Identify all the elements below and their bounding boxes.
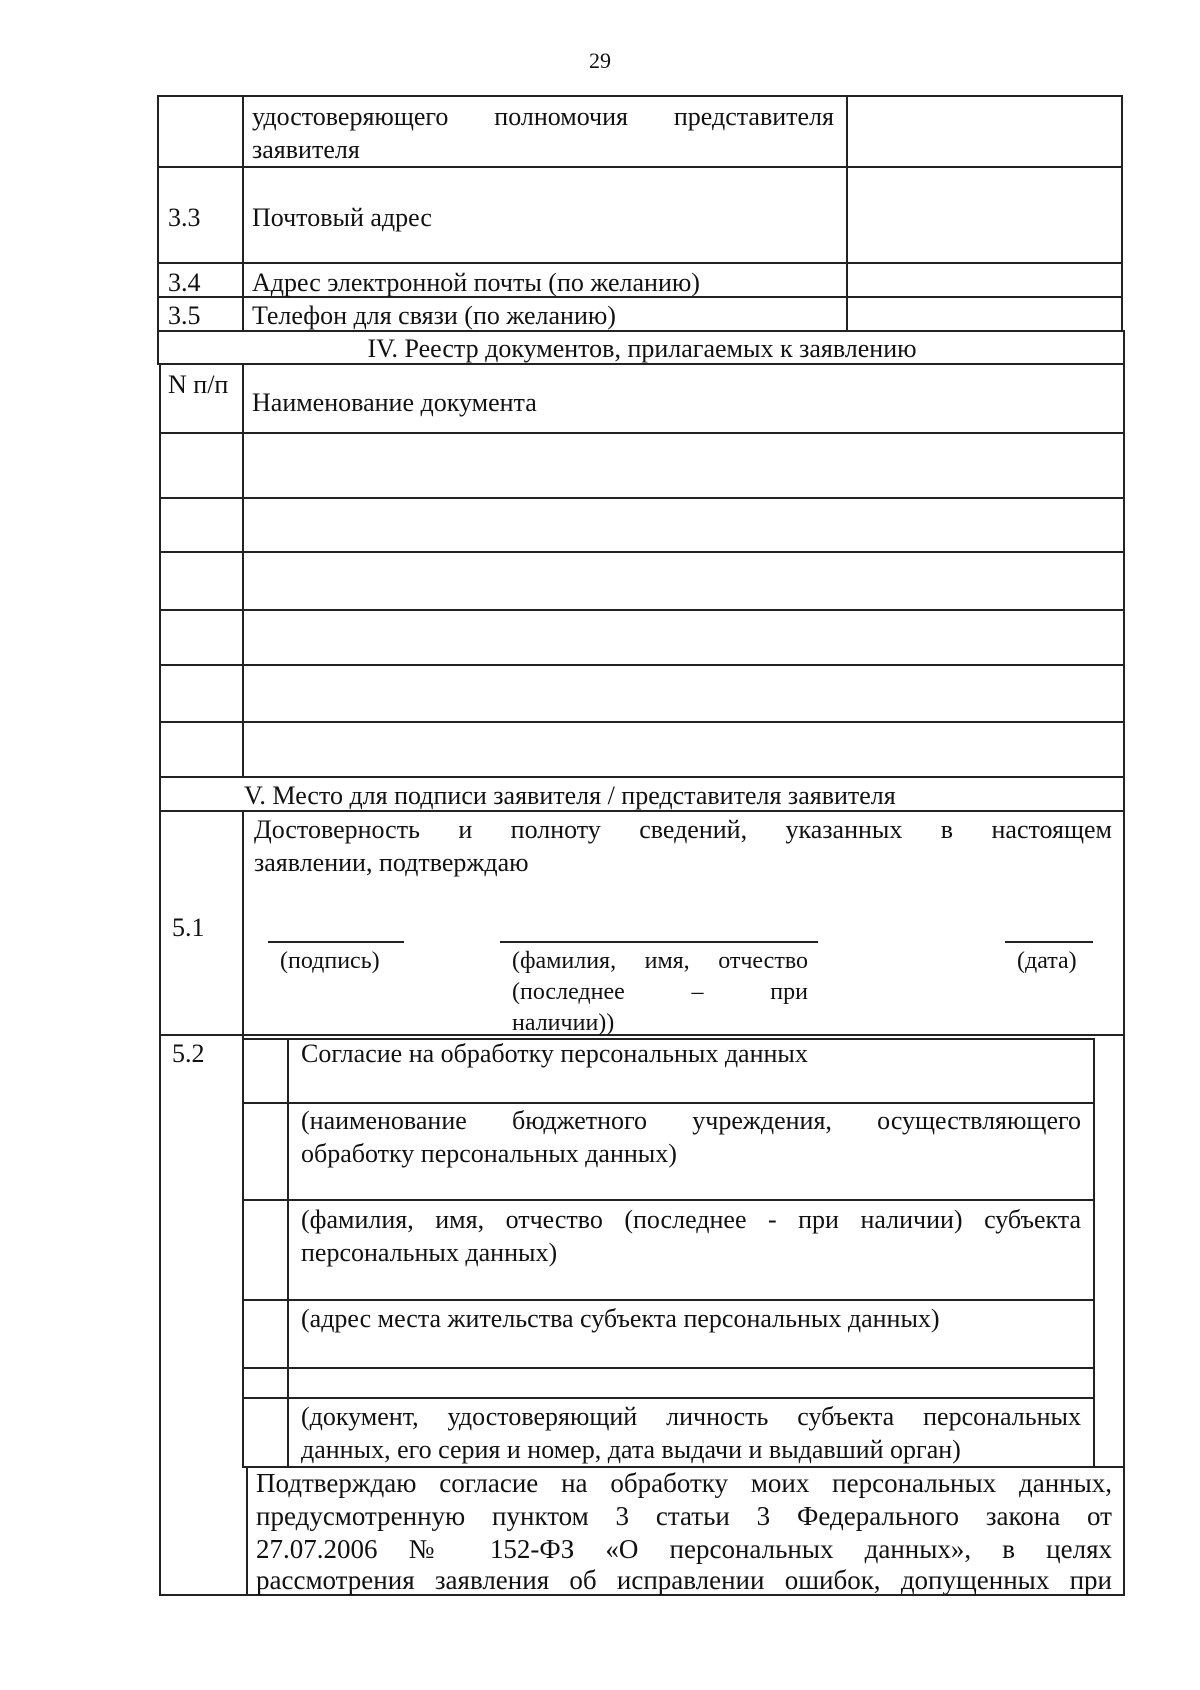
date-caption: (дата) <box>1017 948 1077 974</box>
consent-title: Согласие на обработку персональных данных <box>301 1039 808 1068</box>
column-number-header: N п/п <box>168 370 229 399</box>
email-label: Адрес электронной почты (по желанию) <box>252 268 700 297</box>
subject-caption-line1: (фамилия, имя, отчество (последнее - при наличии) субъекта <box>301 1205 1081 1234</box>
certify-text-line1: Достоверность и полноту сведений, указанных в настоящем <box>254 815 1112 844</box>
org-caption-line2: обработку персональных данных) <box>301 1139 677 1168</box>
org-caption-line1: (наименование бюджетного учреждения, осуществляющего <box>301 1106 1081 1135</box>
row-3-5-number: 3.5 <box>168 301 201 330</box>
row-5-1-number: 5.1 <box>172 913 205 942</box>
phone-label: Телефон для связи (по желанию) <box>252 301 616 330</box>
section4-title: IV. Реестр документов, прилагаемых к заявлению <box>367 334 917 363</box>
postal-address-label: Почтовый адрес <box>252 203 432 232</box>
page-number: 29 <box>589 48 611 73</box>
section5-title: V. Место для подписи заявителя / представителя заявителя <box>244 781 896 810</box>
row-auth-label-line1: удостоверяющего полномочия представителя <box>252 102 834 131</box>
consent-statement-line1: Подтверждаю согласие на обработку моих персональных данных, <box>256 1468 1112 1498</box>
signature-line[interactable] <box>268 941 404 943</box>
consent-statement-line4: рассмотрения заявления об исправлении ошибок, допущенных при <box>256 1565 1112 1595</box>
row-3-4-number: 3.4 <box>168 268 201 297</box>
column-document-name-header: Наименование документа <box>252 388 537 417</box>
full-name-caption-line3: наличии)) <box>512 1010 615 1036</box>
full-name-caption-line1: (фамилия, имя, отчество <box>512 948 808 974</box>
signature-caption: (подпись) <box>280 948 380 974</box>
certify-text-line2: заявлении, подтверждаю <box>254 848 529 877</box>
subject-caption-line2: персональных данных) <box>301 1238 558 1267</box>
address-caption: (адрес места жительства субъекта персональных данных) <box>301 1304 940 1333</box>
full-name-caption-line2: (последнее – при <box>512 979 808 1005</box>
row-3-3-number: 3.3 <box>168 203 201 232</box>
id-document-caption-line1: (документ, удостоверяющий личность субъекта персональных <box>301 1402 1081 1431</box>
row-auth-label-line2: заявителя <box>252 135 360 164</box>
row-5-2-number: 5.2 <box>172 1039 205 1068</box>
consent-statement-line2: предусмотренную пунктом 3 статьи 3 Федерального закона от <box>256 1501 1112 1531</box>
id-document-caption-line2: данных, его серия и номер, дата выдачи и выдавший орган) <box>301 1435 961 1464</box>
full-name-line[interactable] <box>500 941 818 943</box>
consent-statement-line3: 27.07.2006 № 152-ФЗ «О персональных данных», в целях <box>256 1534 1112 1564</box>
date-line[interactable] <box>1005 941 1093 943</box>
